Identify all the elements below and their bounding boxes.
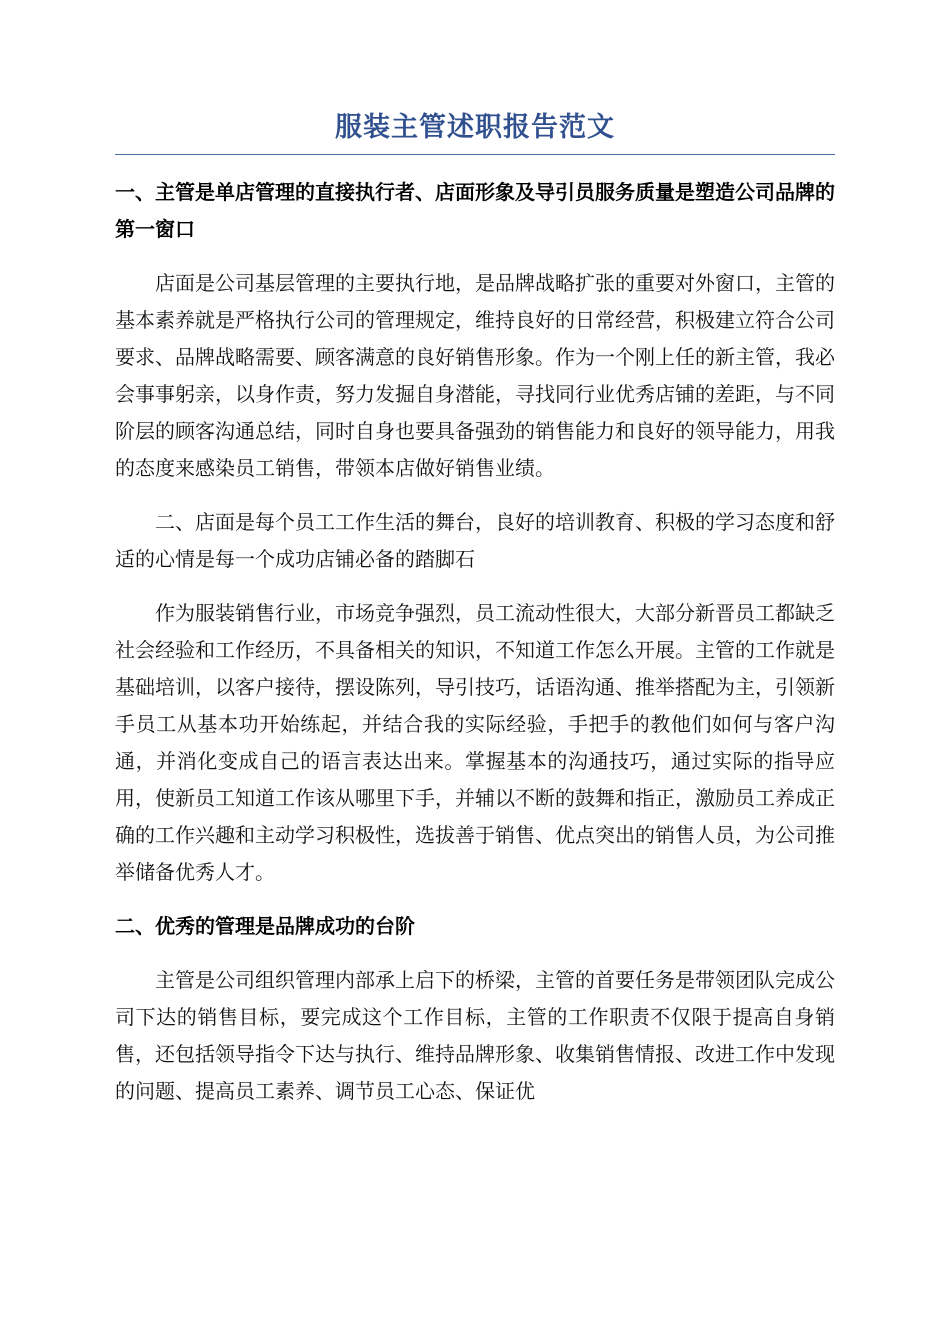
paragraph-4: 主管是公司组织管理内部承上启下的桥梁，主管的首要任务是带领团队完成公司下达的销售目标，要完成这个工作目标，主管的工作职责不仅限于提高自身销售，还包括领导指令下达与执行、维持品牌形象、收集销售情报、改进工作中发现的问题、提高员工素养、调节员工心态、保证优	[115, 968, 835, 1103]
paragraph-2: 二、店面是每个员工工作生活的舞台，良好的培训教育、积极的学习态度和舒适的心情是每一个成功店铺必备的踏脚石	[115, 510, 835, 571]
document-page	[115, 108, 835, 1110]
paragraph-1: 店面是公司基层管理的主要执行地，是品牌战略扩张的重要对外窗口，主管的基本素养就是严格执行公司的管理规定，维持良好的日常经营，积极建立符合公司要求、品牌战略需要、顾客满意的良好销售形象。作为一个刚上任的新主管，我必会事事躬亲，以身作责，努力发掘自身潜能，寻找同行业优秀店铺的差距，与不同阶层的顾客沟通总结，同时自身也要具备强劲的销售能力和良好的领导能力，用我的态度来感染员工销售，带领本店做好销售业绩。	[115, 271, 835, 480]
paragraph-3: 作为服装销售行业，市场竞争强烈，员工流动性很大，大部分新晋员工都缺乏社会经验和工作经历，不具备相关的知识，不知道工作怎么开展。主管的工作就是基础培训，以客户接待，摆设陈列，导引技巧，话语沟通、推举搭配为主，引领新手员工从基本功开始练起，并结合我的实际经验，手把手的教他们如何与客户沟通，并消化变成自己的语言表达出来。掌握基本的沟通技巧，通过实际的指导应用，使新员工知道工作该从哪里下手，并辅以不断的鼓舞和指正，激励员工养成正确的工作兴趣和主动学习积极性，选拔善于销售、优点突出的销售人员，为公司推举储备优秀人才。	[115, 601, 835, 884]
section-heading-1: 一、主管是单店管理的直接执行者、店面形象及导引员服务质量是塑造公司品牌的第一窗口	[115, 180, 835, 241]
section-heading-2: 二、优秀的管理是品牌成功的台阶	[115, 914, 415, 938]
document-title: 服装主管述职报告范文	[115, 108, 835, 155]
